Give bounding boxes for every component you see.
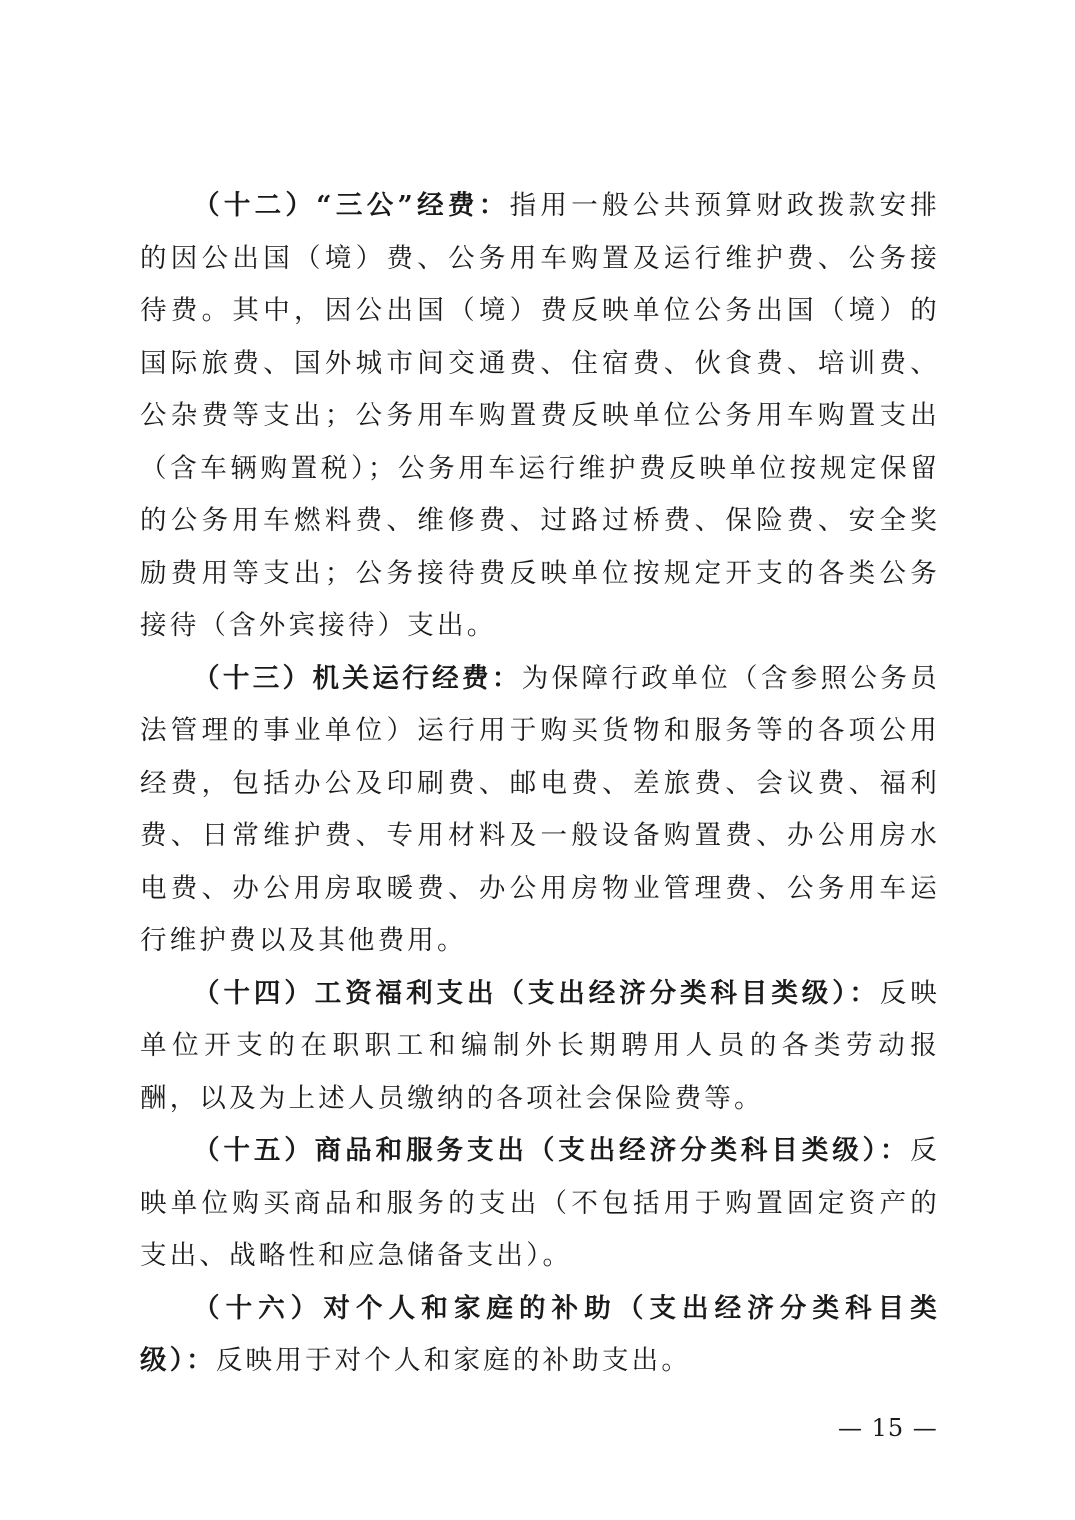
paragraph-item-12 [140,180,940,653]
paragraph-body: 反映单位开支的在职职工和编制外长期聘用人员的各类劳动报酬，以及为上述人员缴纳的各项社会保险费等。 [140,977,940,1114]
paragraph-body: 指用一般公共预算财政拨款安排的因公出国（境）费、公务用车购置及运行维护费、公务接待费。其中，因公出国（境）费反映单位公务出国（境）的国际旅费、国外城市间交通费、住宿费、伙食费、培训费、公杂费等支出；公务用车购置费反映单位公务用车购置支出（含车辆购置税）；公务用车运行维护费反映单位按规定保留的公务用车燃料费、维修费、过路过桥费、保险费、安全奖励费用等支出；公务接待费反映单位按规定开支的各类公务接待（含外宾接待）支出。 [140,190,940,641]
paragraph-term: （十四）工资福利支出（支出经济分类科目类级）： [193,977,880,1009]
paragraph-item-13 [140,653,940,968]
page-number: — 15 — [838,1414,938,1442]
paragraph-body: 反映单位购买商品和服务的支出（不包括用于购置固定资产的支出、战略性和应急储备支出）。 [140,1135,940,1271]
paragraph-term: （十三）机关运行经费： [193,662,522,694]
paragraph-term: （十六）对个人和家庭的补助（支出经济分类科目类级）： [140,1292,940,1376]
paragraph-item-14 [140,968,940,1126]
paragraph-body: 为保障行政单位（含参照公务员法管理的事业单位）运行用于购买货物和服务等的各项公用经费，包括办公及印刷费、邮电费、差旅费、会议费、福利费、日常维护费、专用材料及一般设备购置费、办公用房水电费、办公用房取暖费、办公用房物业管理费、公务用车运行维护费以及其他费用。 [140,662,940,956]
paragraph-term: （十五）商品和服务支出（支出经济分类科目类级）： [193,1135,911,1166]
paragraph-item-15 [140,1125,940,1283]
paragraph-item-16 [140,1283,940,1388]
paragraph-body: 反映用于对个人和家庭的补助支出。 [215,1345,692,1376]
document-page [140,180,940,1388]
paragraph-term: （十二）“三公”经费： [193,190,510,221]
